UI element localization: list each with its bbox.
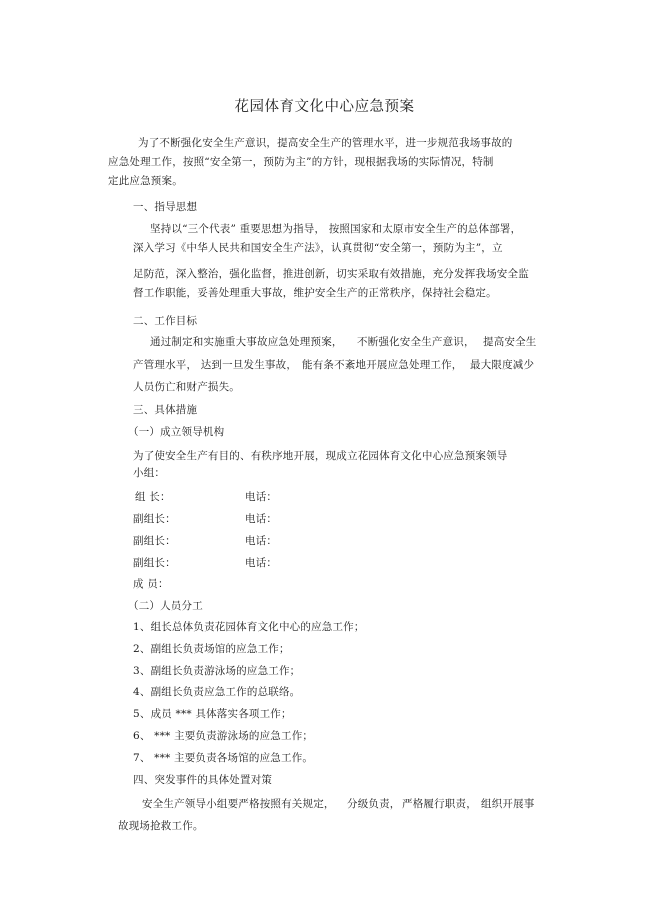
roster-phone: 电话： [245,557,278,569]
response-line-1-d: 组织开展事 [481,798,535,810]
goals-line-3: 人员伤亡和财产损失。 [133,381,240,393]
roster-phone: 电话： [245,513,278,525]
response-line-2: 故现场抢救工作。 [118,820,204,832]
roster-role: 副组长： [133,557,176,569]
guiding-line-3: 足防范，深入整治，强化监督，推进创新，切实采取有效措施，充分发挥我场安全监 [133,268,529,280]
response-line-1-c: 严格履行职责， [402,798,477,810]
intro-line-3: 定此应急预案。 [108,175,183,187]
roster-phone: 电话： [245,535,278,547]
response-line-1-a: 安全生产领导小组要严格按照有关规定， [142,798,335,810]
goals-line-1-b: 不断强化安全生产意识， [357,336,475,348]
guiding-line-2: 深入学习《中华人民共和国安全生产法》，认真贯彻“安全第一，预防为主”，立 [133,242,503,254]
intro-line-2: 应急处理工作，按照“安全第一，预防为主”的方针，现根据我场的实际情况，特制 [108,156,494,168]
section-heading-measures: 三、具体措施 [133,404,198,416]
goals-line-2-c: 最大限度减少 [470,359,535,371]
roster-member: 成 员： [133,578,169,590]
guiding-line-1: 坚持以“三个代表” 重要思想为指导， 按照国家和太原市安全生产的总体部署， [150,223,522,235]
roster-role: 副组长： [133,535,176,547]
leadership-line-2: 小组： [133,467,166,479]
duty-item: 7、 *** 主要负责各场馆的应急工作。 [133,752,314,764]
document-title: 花园体育文化中心应急预案 [234,99,415,115]
roster-role: 组 长： [135,491,171,503]
subsection-leadership: （一）成立领导机构 [128,426,225,438]
roster-role: 副组长： [133,513,176,525]
response-line-1-b: 分级负责， [347,798,401,810]
duty-item: 1、组长总体负责花园体育文化中心的应急工作； [133,621,365,633]
goals-line-1-a: 通过制定和实施重大事故应急处理预案， [150,336,343,348]
duty-item: 5、成员 *** 具体落实各项工作； [133,708,292,720]
subsection-duties: （二）人员分工 [128,600,203,612]
roster-phone: 电话： [245,491,278,503]
section-heading-guiding: 一、指导思想 [133,201,198,213]
goals-line-2-b: 能有条不紊地开展应急处理工作， [302,359,463,371]
section-heading-response: 四、突发事件的具体处置对策 [133,774,273,786]
duty-item: 3、副组长负责游泳场的应急工作； [133,665,301,677]
goals-line-2-a: 产管理水平， 达到一旦发生事故， [133,359,298,371]
leadership-line-1: 为了使安全生产有目的、有秩序地开展，现成立花园体育文化中心应急预案领导 [133,450,508,462]
section-heading-goals: 二、工作目标 [133,315,198,327]
duty-item: 6、 *** 主要负责游泳场的应急工作； [133,730,314,742]
intro-line-1: 为了不断强化安全生产意识，提高安全生产的管理水平，进一步规范我场事故的 [138,137,513,149]
goals-line-1-c: 提高安全生 [483,336,537,348]
guiding-line-4: 督工作职能，妥善处理重大事故，维护安全生产的正常秩序，保持社会稳定。 [133,287,497,299]
duty-item: 2、副组长负责场馆的应急工作； [133,643,290,655]
duty-item: 4、副组长负责应急工作的总联络。 [133,686,301,698]
